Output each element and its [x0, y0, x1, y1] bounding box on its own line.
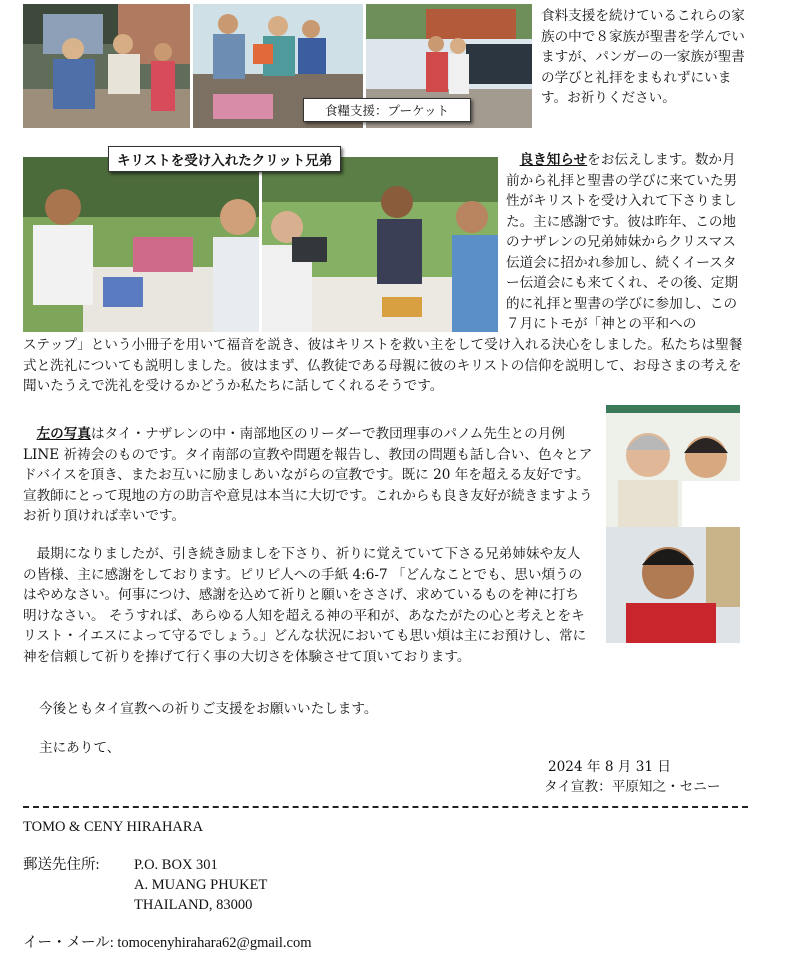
- address-line-1: P.O. BOX 301: [134, 857, 218, 873]
- address-line-2: A. MUANG PHUKET: [134, 877, 268, 893]
- closing-paragraph: 最期になりましたが、引き続き励ましを下さり、祈りに覚えていて下さる兄弟姉妹や友人の皆様、主に感謝をしております。ピリピ人への手紙 4:6-7 「どんなことでも、思い煩うのはやめなさい。何事につけ、感謝を込めて祈りと願いをささげ、求めているものを神に打ち明けなさい。 そうすれば、あらゆる人知を超える神の平和が、あなたがたの心と考えとをキリスト・イエスによって守るでしょう。」どんな状況においても思い煩は主にお預けし、常に神を信頼して祈りを捧げて行く事の大切さを体験させて頂いております。: [23, 546, 587, 665]
- closing-greeting: 主にありて、: [39, 740, 121, 756]
- footer-names: TOMO & CENY HIRAHARA: [23, 819, 204, 835]
- photo-title: キリストを受け入れたクリット兄弟: [108, 146, 341, 172]
- good-news-body: をお伝えします。数か月前から礼拝と聖書の学びに来ていた男性がキリストを受け入れて下さりました。主に感謝です。彼は昨年、この地のナザレンの兄弟姉妹からクリスマス伝道会に招かれ参加し、続くイースター伝道会にも来てくれ、その後、定期的に礼拝と聖書の学びに参加し、この７月にトモが「神との平和への: [506, 152, 738, 332]
- good-news-lead: 良き知らせ: [519, 152, 588, 168]
- photo-krit-2: [262, 157, 498, 332]
- email-row: [23, 933, 312, 953]
- divider: [23, 806, 748, 808]
- photo-line-call: [606, 405, 740, 643]
- meeting-lead: 左の写真: [36, 426, 91, 442]
- address-line-3: THAILAND, 83000: [134, 897, 253, 913]
- email-link[interactable]: tomocenyhirahara62@gmail.com: [117, 935, 312, 951]
- letter-signature: タイ宣教：平原知之・セニー: [544, 779, 721, 795]
- good-news-full-text: ステップ」という小冊子を用いて福音を説き、彼はキリストを救い主をして受け入れる決心をしました。私たちは聖餐式と洗礼についても説明しました。彼はまず、仏教徒である母親に彼のキリストの信仰を説明して、お母さまの考えを聞いたうえで洗礼を受けるかどうか私たちに話してくれるそうです。: [23, 337, 743, 394]
- meeting-body: はタイ・ナザレンの中・南部地区のリーダーで教団理事のパノム先生との月例 LINE 祈祷会のものです。タイ南部の宣教や問題を報告し、教団の問題も話し合い、色々とアドバイスを頂き、またお互いに励ましあいながらの宣教です。既に 20 年を超える友好です。宣教師にとって現地の方の助言や意見は本当に大切です。これからも良き友好が続きますようお祈り頂ければ幸いです。: [23, 426, 593, 524]
- photo-krit-1: [23, 157, 259, 332]
- food-support-text: 食料支援を続けているこれらの家族の中で８家族が聖書を学んでいますが、パンガーの一家族が聖書の学びと礼拝をまもれずにいます。お祈りください。: [541, 8, 745, 106]
- address-label: 郵送先住所:: [23, 857, 100, 873]
- meeting-text: [23, 424, 598, 527]
- photo-caption: 食糧支援：プーケット: [303, 98, 471, 122]
- letter-date: 2024 年 8 月 31 日: [548, 759, 671, 775]
- closing-request: 今後ともタイ宣教への祈りご支援をお願いいたします。: [39, 701, 378, 717]
- photo-food-support-1: [23, 4, 190, 128]
- email-label: イー・メール:: [23, 935, 114, 951]
- good-news-side-text: [506, 150, 748, 335]
